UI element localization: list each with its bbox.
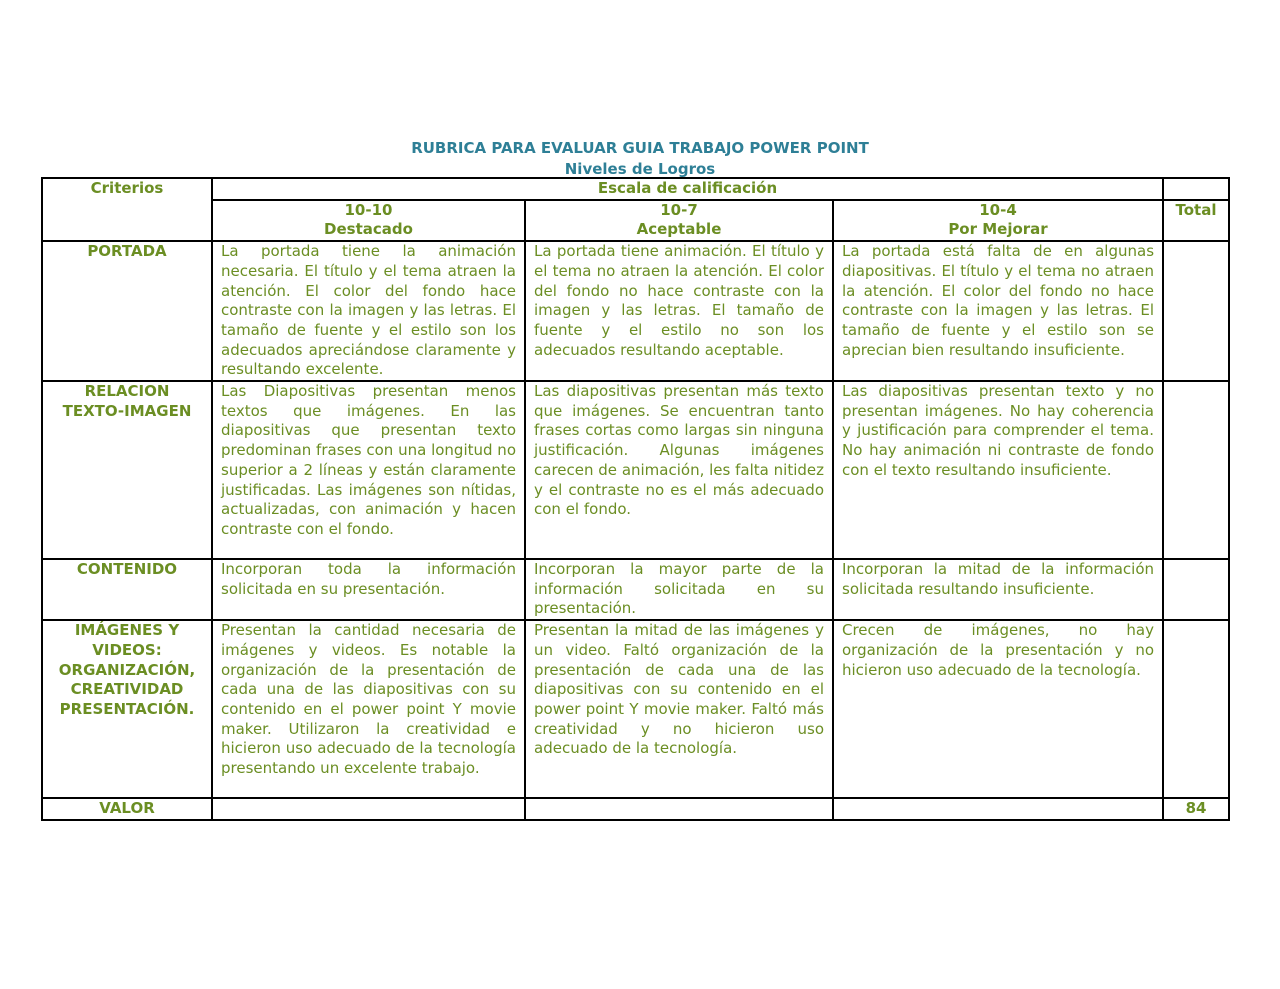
level-label: Por Mejorar [948,220,1048,239]
cell-destacado: Incorporan toda la información solicitada en su presentación. [212,559,525,620]
level-score: 10-4 [979,200,1017,219]
criterion-contenido [42,559,212,620]
cell-total [1163,241,1229,381]
total-header: Total [1163,200,1229,241]
level-score: 10-7 [660,200,698,219]
table-row [42,620,1229,798]
cell-destacado: Presentan la cantidad necesaria de imágenes y videos. Es notable la organización de la presentación de cada una de las diapositivas con su contenido en el power point Y movie maker. Utilizaron la creatividad e hicieron uso adecuado de la tecnología presentando un excelente trabajo. [212,620,525,798]
cell-aceptable: Incorporan la mayor parte de la información solicitada en su presentación. [525,559,833,620]
cell-total [1163,620,1229,798]
footer-blank-cell [525,798,833,820]
cell-total [1163,559,1229,620]
scale-header: Escala de calificación [212,178,1163,200]
criterion-label: CONTENIDO [76,560,178,579]
criterion-label-line: PRESENTACIÓN. [59,699,195,718]
footer-blank-cell [833,798,1163,820]
document-title: RUBRICA PARA EVALUAR GUIA TRABAJO POWER POINT [411,139,869,157]
level-label: Aceptable [636,220,722,239]
level-por-mejorar-header [833,200,1163,241]
cell-por-mejorar: La portada está falta de en algunas diapositivas. El título y el tema no atraen la atención. El color del fondo no hace contraste con la imagen y las letras. El tamaño de fuente y el estilo son se aprecian bien resultando insuficiente. [833,241,1163,381]
header-blank-cell [1163,178,1229,200]
cell-por-mejorar: Crecen de imágenes, no hay organización de la presentación y no hicieron uso adecuado de la tecnología. [833,620,1163,798]
level-destacado-header [212,200,525,241]
criterion-imagenes-videos [42,620,212,798]
level-aceptable-header [525,200,833,241]
criterion-label-line: RELACION [84,382,170,401]
cell-destacado: Las Diapositivas presentan menos textos que imágenes. En las diapositivas que presentan texto predominan frases con una longitud no superior a 2 líneas y están claramente justificadas. Las imágenes son nítidas, actualizadas, con animación y hacen contraste con el fondo. [212,381,525,559]
table-row [42,241,1229,381]
criterion-label: PORTADA [87,242,167,261]
criterion-label-line: IMÁGENES Y [74,621,180,640]
criterion-label-line: TEXTO-IMAGEN [62,401,192,420]
criterion-label-line: VIDEOS: [92,640,162,659]
cell-aceptable: Las diapositivas presentan más texto que imágenes. Se encuentran tanto frases cortas como largas sin ninguna justificación. Algunas imágenes carecen de animación, les falta nitidez y el contraste no es el más adecuado con el fondo. [525,381,833,559]
table-row [42,559,1229,620]
valor-total: 84 [1163,798,1229,820]
rubric-table [41,177,1230,821]
cell-aceptable: Presentan la mitad de las imágenes y un video. Faltó organización de la presentación de cada una de las diapositivas con su contenido en el power point Y movie maker. Faltó más creatividad y no hicieron uso adecuado de la tecnología. [525,620,833,798]
header-row-scale [42,178,1229,200]
criterion-portada [42,241,212,381]
criterion-label-line: ORGANIZACIÓN, [58,660,196,679]
level-score: 10-10 [344,200,393,219]
criterion-label-line: CREATIVIDAD [70,680,184,699]
footer-blank-cell [212,798,525,820]
cell-aceptable: La portada tiene animación. El título y el tema no atraen la atención. El color del fondo no hace contraste con la imagen y las letras. El tamaño de fuente y el estilo no son los adecuados resultando aceptable. [525,241,833,381]
cell-por-mejorar: Las diapositivas presentan texto y no presentan imágenes. No hay coherencia y justificación para comprender el tema. No hay animación ni contraste de fondo con el texto resultando insuficiente. [833,381,1163,559]
document-subtitle: Niveles de Logros [564,160,716,178]
criterion-relacion-texto-imagen [42,381,212,559]
header-row-levels [42,200,1229,241]
cell-por-mejorar: Incorporan la mitad de la información solicitada resultando insuficiente. [833,559,1163,620]
level-label: Destacado [324,220,413,239]
footer-row [42,798,1229,820]
cell-total [1163,381,1229,559]
table-row [42,381,1229,559]
criteria-header: Criterios [42,178,212,241]
valor-label: VALOR [42,798,212,820]
cell-destacado: La portada tiene la animación necesaria. El título y el tema atraen la atención. El color del fondo hace contraste con la imagen y las letras. El tamaño de fuente y el estilo son los adecuados apreciándose claramente y resultando excelente. [212,241,525,381]
